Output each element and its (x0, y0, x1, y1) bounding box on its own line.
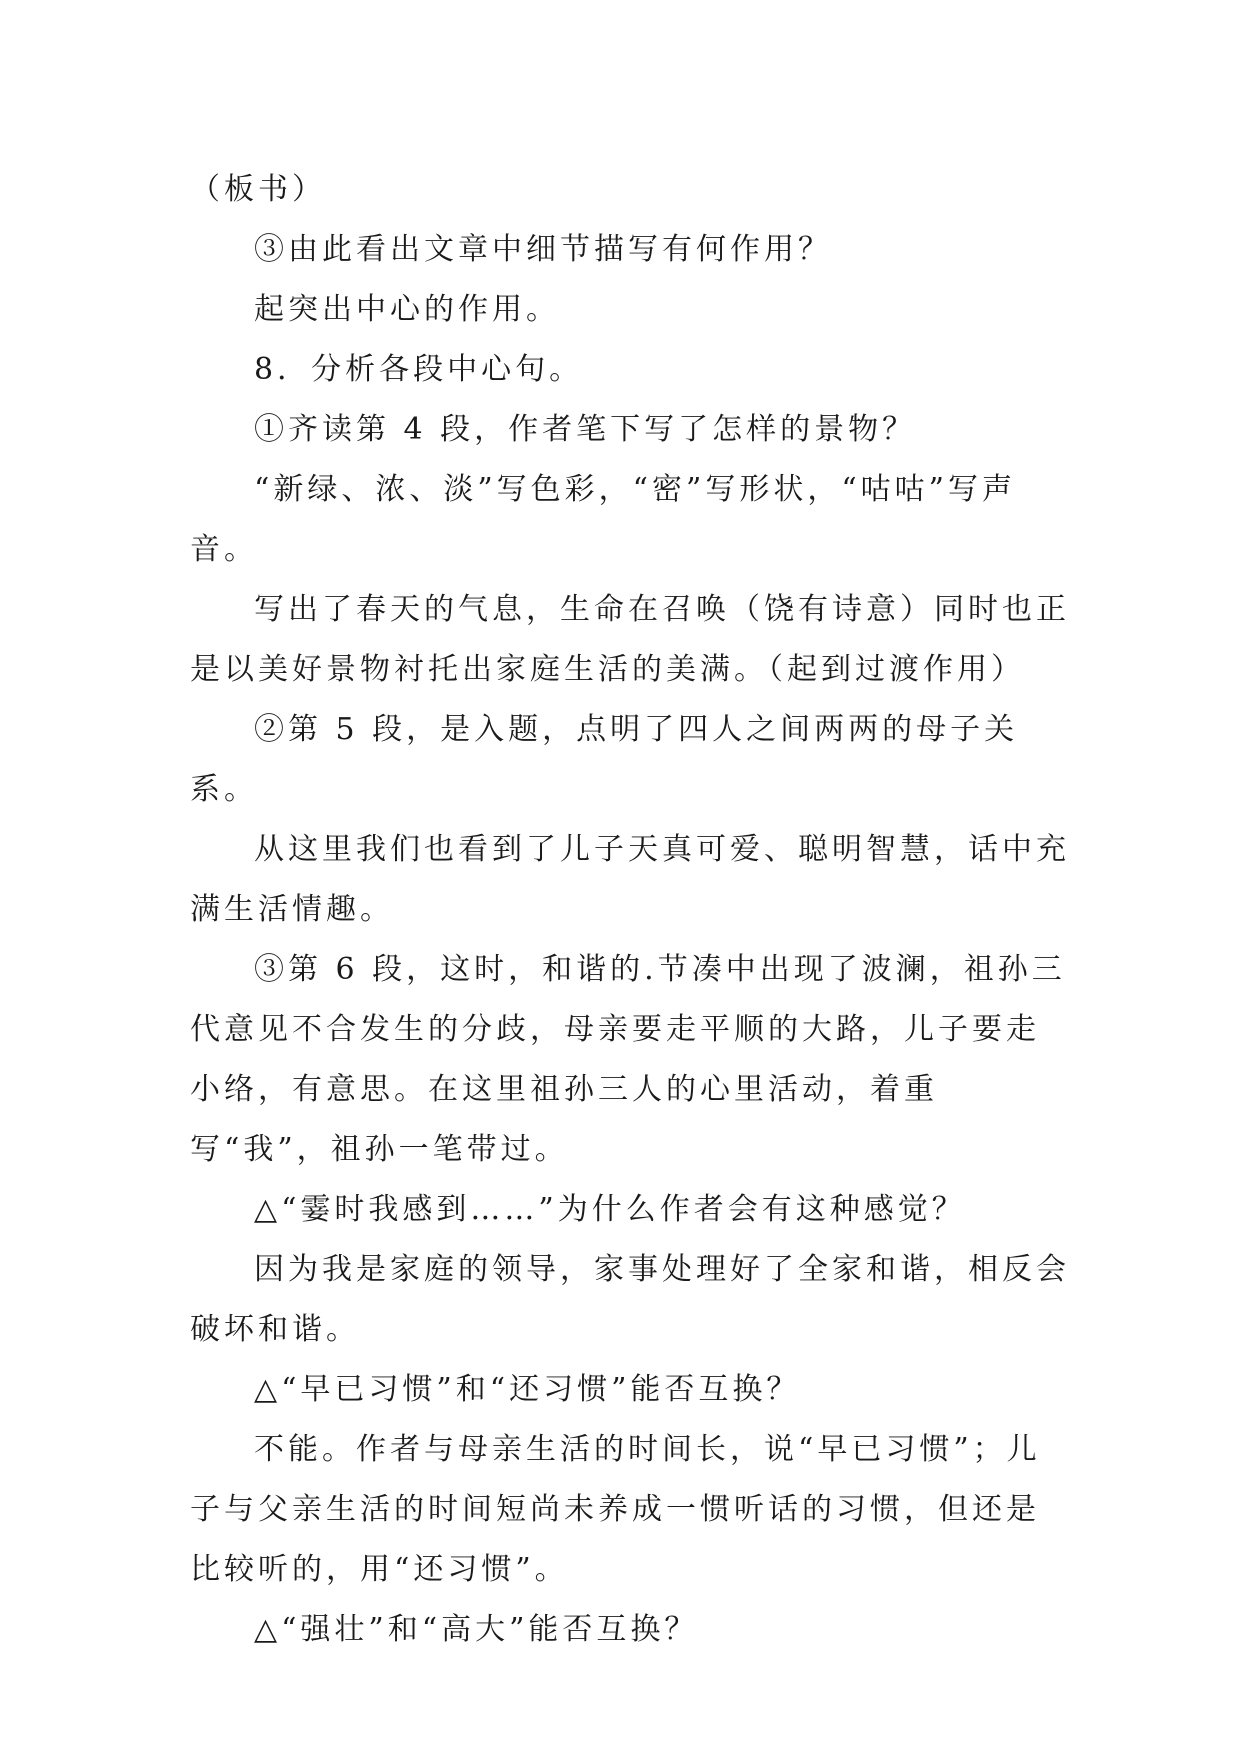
paragraph-question-4: ①齐读第 4 段，作者笔下写了怎样的景物？ (254, 412, 917, 447)
paragraph-section-5: ②第 5 段，是入题，点明了四人之间两两的母子关系。 (190, 712, 1019, 807)
paragraph-heading-8: 8．分析各段中心句。 (254, 352, 584, 387)
paragraph-son-cute: 从这里我们也看到了儿子天真可爱、聪明智慧，话中充满生活情趣。 (190, 832, 1070, 927)
paragraph-answer-colors: “新绿、浓、淡”写色彩，“密”写形状，“咕咕”写声音。 (190, 472, 1017, 567)
paragraph-answer-leader: 因为我是家庭的领导，家事处理好了全家和谐，相反会破坏和谐。 (190, 1252, 1070, 1347)
paragraph-question-strong-tall: △“强壮”和“高大”能否互换？ (254, 1612, 699, 1647)
paragraph-question-detail-role: ③由此看出文章中细节描写有何作用？ (254, 232, 832, 267)
paragraph-answer-habit: 不能。作者与母亲生活的时间长，说“早已习惯”；儿子与父亲生活的时间短尚未养成一惯听话的习惯，但还是比较听的，用“还习惯”。 (190, 1432, 1041, 1587)
document-body (190, 160, 1070, 1660)
paragraph-question-habit: △“早已习惯”和“还习惯”能否互换？ (254, 1372, 801, 1407)
paragraph-answer-highlight-center: 起突出中心的作用。 (254, 292, 560, 327)
paragraph-spring-breath: 写出了春天的气息，生命在召唤（饶有诗意）同时也正是以美好景物衬托出家庭生活的美满。（起到过渡作用） (190, 592, 1070, 687)
paragraph-section-6: ③第 6 段，这时，和谐的.节凑中出现了波澜，祖孙三代意见不合发生的分歧，母亲要走平顺的大路，儿子要走小络，有意思。在这里祖孙三人的心里活动，着重写“我”，祖孙一笔带过。 (190, 952, 1066, 1167)
paragraph-board-note: （板书） (190, 172, 326, 207)
paragraph-question-feeling: △“霎时我感到……”为什么作者会有这种感觉？ (254, 1192, 966, 1227)
